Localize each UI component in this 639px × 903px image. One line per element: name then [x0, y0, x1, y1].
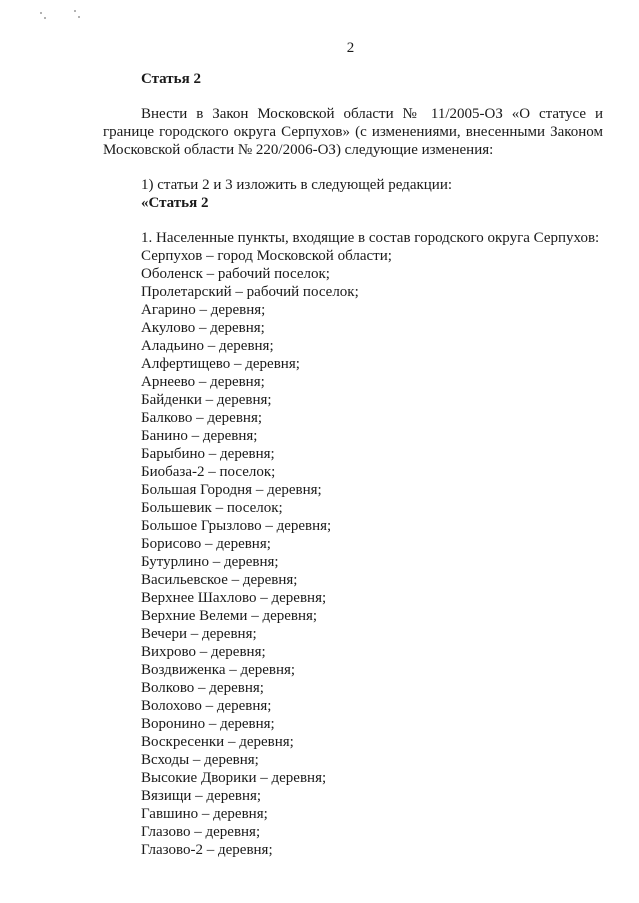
list-item: Биобаза-2 – поселок;: [141, 464, 276, 480]
list-item: Акулово – деревня;: [141, 320, 265, 336]
list-item: Большое Грызлово – деревня;: [141, 518, 332, 534]
list-item: Балково – деревня;: [141, 410, 263, 426]
list-item: Пролетарский – рабочий поселок;: [141, 284, 359, 300]
list-item: Воронино – деревня;: [141, 716, 275, 732]
list-item: Всходы – деревня;: [141, 752, 259, 768]
list-item: Вечери – деревня;: [141, 626, 257, 642]
list-item: Борисово – деревня;: [141, 536, 271, 552]
list-item: Васильевское – деревня;: [141, 572, 298, 588]
list-item: Верхние Велеми – деревня;: [141, 608, 318, 624]
list-item: Волохово – деревня;: [141, 698, 272, 714]
list-item: Серпухов – город Московской области;: [141, 248, 392, 264]
list-item: Волково – деревня;: [141, 680, 264, 696]
list-item: Вихрово – деревня;: [141, 644, 266, 660]
list-item: Большая Городня – деревня;: [141, 482, 322, 498]
new-article-heading: «Статья 2: [141, 195, 209, 211]
list-item: Арнеево – деревня;: [141, 374, 265, 390]
settlements-intro: 1. Населенные пункты, входящие в состав городского округа Серпухов:: [141, 230, 600, 246]
list-item: Оболенск – рабочий поселок;: [141, 266, 330, 282]
article-heading: Статья 2: [141, 71, 201, 87]
settlements-list: [141, 247, 603, 859]
list-item: Аладьино – деревня;: [141, 338, 274, 354]
list-item: Байденки – деревня;: [141, 392, 272, 408]
amendment-item-1: 1) статьи 2 и 3 изложить в следующей редакции:: [141, 177, 453, 193]
list-item: Воздвиженка – деревня;: [141, 662, 296, 678]
list-item: Глазово – деревня;: [141, 824, 261, 840]
list-item: Алфертищево – деревня;: [141, 356, 300, 372]
list-item: Высокие Дворики – деревня;: [141, 770, 327, 786]
list-item: Верхнее Шахлово – деревня;: [141, 590, 327, 606]
scan-artifact: [38, 8, 88, 22]
amendment-paragraph: Внести в Закон Московской области № 11/2005-ОЗ «О статусе и границе городского округа Серпухов» (с изменениями, внесенными Законом Московской области № 220/2006-ОЗ) следующие изменения:: [103, 106, 603, 158]
list-item: Воскресенки – деревня;: [141, 734, 294, 750]
page-number: 2: [346, 40, 355, 56]
list-item: Банино – деревня;: [141, 428, 258, 444]
document-body: [103, 70, 603, 859]
list-item: Барыбино – деревня;: [141, 446, 275, 462]
list-item: Агарино – деревня;: [141, 302, 266, 318]
list-item: Большевик – поселок;: [141, 500, 283, 516]
list-item: Бутурлино – деревня;: [141, 554, 279, 570]
list-item: Гавшино – деревня;: [141, 806, 268, 822]
list-item: Вязищи – деревня;: [141, 788, 262, 804]
list-item: Глазово-2 – деревня;: [141, 842, 273, 858]
